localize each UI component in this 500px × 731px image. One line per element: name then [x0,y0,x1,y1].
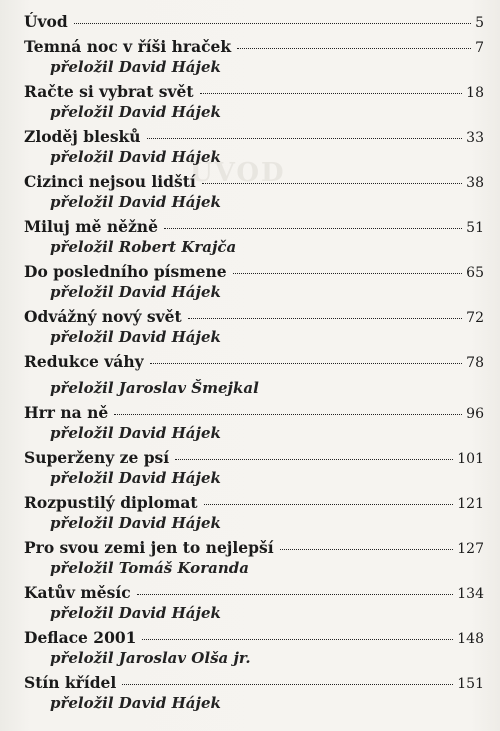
toc-entry-title: Deflace 2001 [24,628,137,647]
toc-entry-translator: přeložil David Hájek [50,424,221,442]
toc-entry [24,127,484,167]
toc-entry-title: Zloděj blesků [24,127,141,146]
dot-leader [164,227,462,229]
toc-entry-translator: přeložil Robert Krajča [50,238,237,256]
toc-entry-translator: přeložil David Hájek [50,604,221,622]
show-through-text: ÚVOD [190,158,286,188]
dot-leader [74,22,471,24]
toc-entry-page: 7 [475,40,484,56]
toc-entry [24,448,484,488]
toc-entry-title: Do posledního písmene [24,262,227,281]
toc-entry-title: Hrr na ně [24,403,109,422]
toc-entry-page: 33 [466,130,484,146]
toc-entry-page: 65 [466,265,484,281]
toc-entry-translator: přeložil Jaroslav Šmejkal [50,379,259,397]
toc-entry-title: Superženy ze psí [24,448,170,467]
toc-entry-page: 72 [466,310,484,326]
dot-leader [204,503,454,505]
dot-leader [237,47,471,49]
dot-leader [202,182,462,184]
toc-entry [24,217,484,257]
toc-entry-translator: přeložil David Hájek [50,148,221,166]
dot-leader [280,548,454,550]
toc-entry [24,538,484,578]
toc-entry [24,673,484,713]
toc-entry [24,12,484,32]
toc-entry-translator: přeložil David Hájek [50,514,221,532]
toc-entry [24,37,484,77]
toc-entry-title: Stín křídel [24,673,117,692]
dot-leader [137,593,454,595]
toc-entry-page: 18 [466,85,484,101]
toc-entry-translator: přeložil David Hájek [50,328,221,346]
toc-entry-page: 148 [457,631,484,647]
dot-leader [188,317,463,319]
toc-entry-page: 51 [466,220,484,236]
toc-entry-translator: přeložil David Hájek [50,469,221,487]
toc-entry-page: 96 [466,406,484,422]
toc-entry-title: Cizinci nejsou lidští [24,172,196,191]
dot-leader [175,458,453,460]
toc-entry-page: 38 [466,175,484,191]
toc-entry-page: 134 [457,586,484,602]
toc-entry [24,403,484,443]
toc-entry-title: Odvážný nový svět [24,307,182,326]
toc-entry [24,82,484,122]
toc-entry [24,307,484,347]
dot-leader [150,362,463,364]
toc-entry [24,628,484,668]
dot-leader [147,137,463,139]
toc-entry-title: Pro svou zemi jen to nejlepší [24,538,274,557]
toc-entry [24,172,484,212]
dot-leader [142,638,453,640]
toc-entry [24,493,484,533]
toc-entry-page: 121 [457,496,484,512]
dot-leader [233,272,462,274]
toc-entry [24,583,484,623]
toc-entry-translator: přeložil David Hájek [50,193,221,211]
toc-entry-title: Katův měsíc [24,583,131,602]
toc-entry-translator: přeložil David Hájek [50,694,221,712]
toc-entry-title: Temná noc v říši hraček [24,37,232,56]
toc-entry-page: 78 [466,355,484,371]
toc-entry-translator: přeložil Tomáš Koranda [50,559,249,577]
toc-entry-page: 151 [457,676,484,692]
toc-entry-title: Úvod [24,12,68,31]
toc-entry-title: Miluj mě něžně [24,217,158,236]
dot-leader [114,413,462,415]
dot-leader [200,92,463,94]
toc-entry-page: 101 [457,451,484,467]
toc-entry-translator: přeložil David Hájek [50,283,221,301]
toc-entry-page: 127 [457,541,484,557]
dot-leader [122,683,453,685]
toc-entry-translator: přeložil Jaroslav Olša jr. [50,649,251,667]
toc-entry-title: Račte si vybrat svět [24,82,194,101]
toc-entry-translator: přeložil David Hájek [50,58,221,76]
toc-entry [24,262,484,302]
toc-entry-page: 5 [475,15,484,31]
toc-entry-title: Rozpustilý diplomat [24,493,198,512]
toc-entry-translator: přeložil David Hájek [50,103,221,121]
toc-entry [24,352,484,398]
toc-entry-title: Redukce váhy [24,352,144,371]
table-of-contents [24,12,484,713]
